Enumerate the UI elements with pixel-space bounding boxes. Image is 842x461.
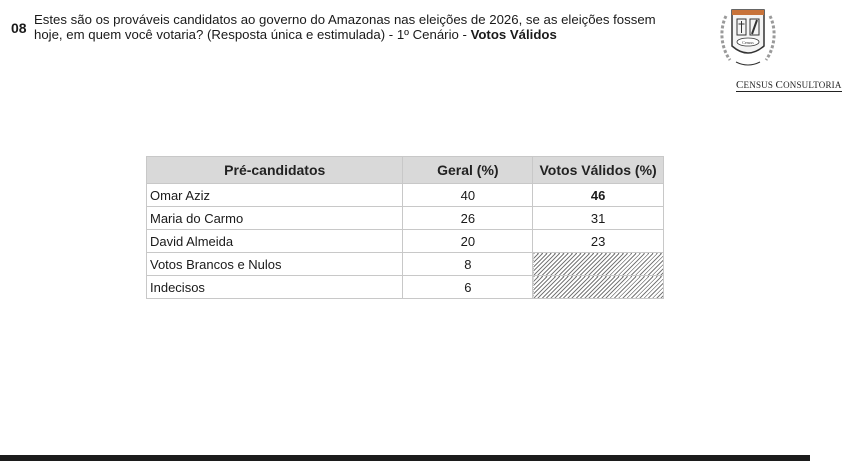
validos-value-cell: 31	[533, 207, 664, 230]
question-number: 08	[11, 20, 27, 36]
hatched-empty-cell	[533, 253, 664, 276]
question-text	[34, 12, 714, 42]
geral-value-cell: 20	[403, 230, 533, 253]
column-header-geral: Geral (%)	[403, 157, 533, 184]
column-header-validos: Votos Válidos (%)	[533, 157, 664, 184]
table-row	[147, 253, 664, 276]
table-row	[147, 230, 664, 253]
table-row	[147, 276, 664, 299]
geral-value-cell: 40	[403, 184, 533, 207]
table-body	[147, 184, 664, 299]
geral-value-cell: 26	[403, 207, 533, 230]
hatched-empty-cell	[533, 276, 664, 299]
question-text-line2: hoje, em quem você votaria? (Resposta única e estimulada) - 1º Cenário -	[34, 27, 471, 42]
census-logo-seal-icon	[718, 6, 778, 70]
geral-value-cell: 8	[403, 253, 533, 276]
table-header-row	[147, 157, 664, 184]
results-table	[146, 156, 664, 299]
table-row	[147, 184, 664, 207]
validos-value-cell: 23	[533, 230, 664, 253]
candidate-name-cell: David Almeida	[147, 230, 403, 253]
candidate-name-cell: Maria do Carmo	[147, 207, 403, 230]
validos-value-cell: 46	[533, 184, 664, 207]
candidate-name-cell: Votos Brancos e Nulos	[147, 253, 403, 276]
geral-value-cell: 6	[403, 276, 533, 299]
question-text-line1: Estes são os prováveis candidatos ao governo do Amazonas nas eleições de 2026, se as eleições fossem	[34, 12, 656, 27]
candidate-name-cell: Omar Aziz	[147, 184, 403, 207]
logo-name: CENSUS CONSULTORIA	[736, 79, 842, 91]
question-text-bold: Votos Válidos	[470, 27, 557, 42]
logo-seal-text: Census	[742, 40, 754, 45]
bottom-bar	[0, 455, 810, 461]
column-header-candidates: Pré-candidatos	[147, 157, 403, 184]
table-row	[147, 207, 664, 230]
candidate-name-cell: Indecisos	[147, 276, 403, 299]
